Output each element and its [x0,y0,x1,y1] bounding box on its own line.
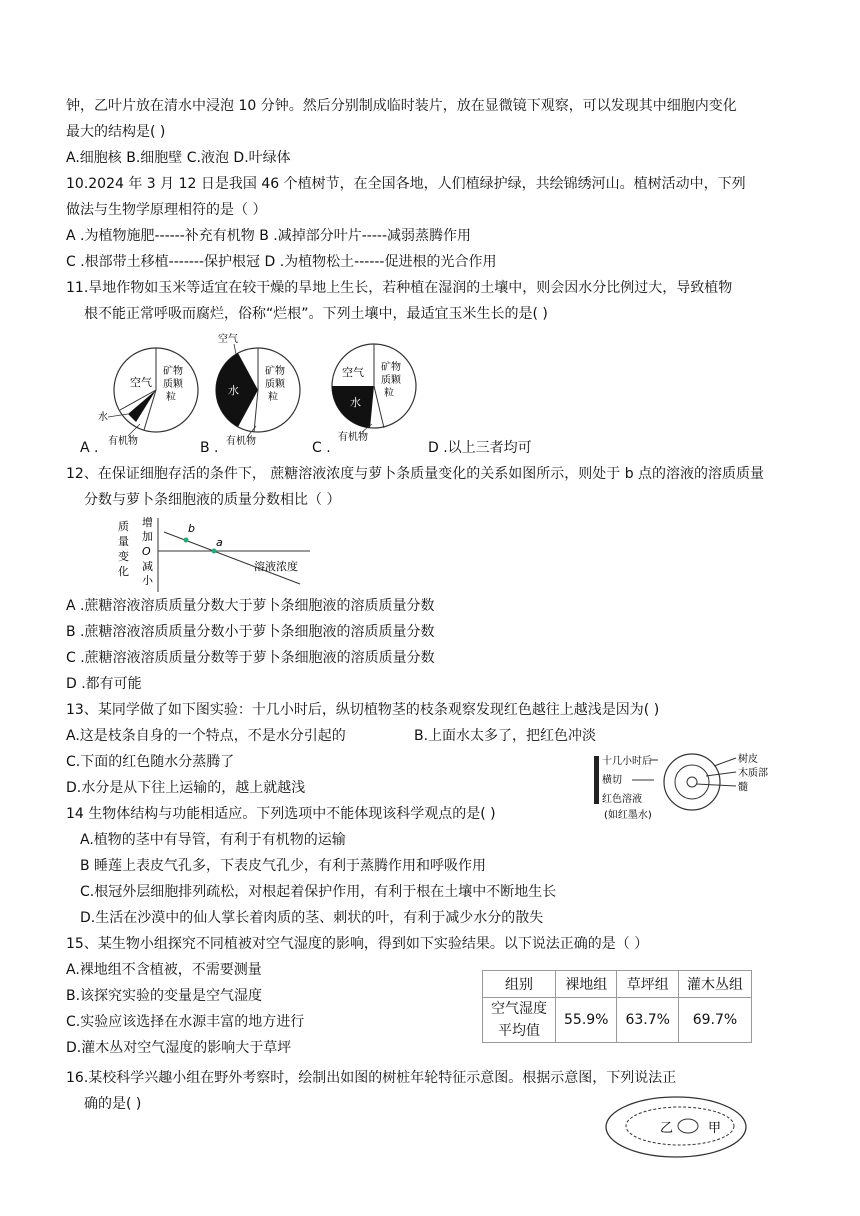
pie-a-water-label: 水 [98,412,108,423]
svg-text:质: 质 [118,520,129,533]
q12-stem-line-1: 12、在保证细胞存活的条件下， 蔗糖溶液浓度与萝卜条质量变化的关系如图所示，则处于 b 点的溶液的溶质质量 [66,466,765,482]
pie-b-organic-label: 有机物 [226,436,256,447]
q10-stem-line-1: 10.2024 年 3 月 12 日是我国 46 个植树节，在全国各地，人们植绿护绿，共绘锦绣河山。植树活动中，下列 [66,176,746,192]
pie-a-air-label: 空气 [130,376,152,389]
svg-text:髓: 髓 [738,782,748,793]
svg-text:化: 化 [118,565,129,578]
table-cell: 55.9% [556,998,617,1043]
q15-option-b: B.该探究实验的变量是空气湿度 [66,988,263,1004]
svg-text:O: O [142,545,151,558]
table-header-cell: 草坪组 [617,971,678,998]
svg-text:质颗: 质颗 [381,375,401,386]
svg-text:增: 增 [142,516,153,529]
svg-text:十几小时后: 十几小时后 [602,756,652,767]
q13-option-d: D.水分是从下往上运输的，越上就越浅 [66,780,306,796]
q13-stem: 13、某同学做了如下图实验：十几小时后，纵切植物茎的枝条观察发现红色越往上越浅是因为( ) [66,702,660,718]
q12-stem-line-2: 分数与萝卜条细胞液的质量分数相比（ ） [84,492,341,508]
q10-stem-line-2: 做法与生物学原理相符的是（ ） [66,202,267,218]
table-row [483,998,752,1043]
svg-text:横切: 横切 [602,775,622,786]
q14-option-c: C.根冠外层细胞排列疏松，对根起着保护作用，有利于根在土壤中不断地生长 [80,884,557,900]
q16-stem-line-1: 16.某校科学兴趣小组在野外考察时，绘制出如图的树桩年轮特征示意图。根据示意图，下列说法正 [66,1070,677,1086]
q11-option-b: B . [200,440,219,456]
table-row-label: 空气湿度 平均值 [483,998,556,1043]
svg-text:a: a [216,536,223,549]
svg-text:红色溶液: 红色溶液 [602,794,642,805]
svg-text:粒: 粒 [166,392,176,403]
yi-label: 乙 [660,1121,674,1136]
q15-humidity-table [482,970,752,1043]
table-header-row [483,971,752,998]
svg-text:减: 减 [142,560,153,573]
q9-options: A.细胞核 B.细胞壁 C.液泡 D.叶绿体 [66,150,291,166]
svg-text:加: 加 [142,530,153,543]
q13-option-c: C.下面的红色随水分蒸腾了 [66,754,235,770]
svg-text:矿物: 矿物 [381,362,401,373]
q10-options-ab: A .为植物施肥------补充有机物 B .减掉部分叶片-----减弱蒸腾作用 [66,228,472,244]
q11-option-a: A . [80,440,99,456]
q11-option-d: D .以上三者均可 [428,440,532,456]
q11-stem-line-2: 根不能正常呼吸而腐烂，俗称“烂根”。下列土壤中，最适宜玉米生长的是( ) [84,306,548,322]
q15-option-d: D.灌木丛对空气湿度的影响大于草坪 [66,1040,292,1056]
q13-option-a: A.这是枝条自身的一个特点，不是水分引起的 [66,728,346,744]
svg-text:质颗: 质颗 [163,379,183,390]
svg-text:质颗: 质颗 [265,379,285,390]
table-header-cell: 组别 [483,971,556,998]
svg-text:粒: 粒 [268,392,278,403]
x-axis-label: 溶液浓度 [254,560,298,573]
svg-text:量: 量 [118,535,129,548]
q9-stem-line-2: 最大的结构是( ) [66,124,166,140]
q12-graph [114,514,314,594]
q13-figure [592,750,788,828]
q13-option-b: B.上面水太多了，把红色冲淡 [414,728,597,744]
svg-text:小: 小 [142,574,153,587]
jia-label: 甲 [708,1121,722,1136]
q14-stem: 14 生物体结构与功能相适应。下列选项中不能体现该科学观点的是( ) [66,806,496,822]
pie-b-water-label: 水 [228,384,239,397]
svg-text:(如红墨水): (如红墨水) [604,810,652,821]
pie-b [216,332,300,447]
pie-a-organic-label: 有机物 [108,436,138,447]
pie-c-water-label: 水 [350,396,361,409]
q16-tree-ring-figure [600,1094,750,1160]
svg-text:树皮: 树皮 [738,754,758,765]
svg-text:木质部: 木质部 [738,768,768,779]
q12-option-a: A .蔗糖溶液溶质质量分数大于萝卜条细胞液的溶质质量分数 [66,598,435,614]
q14-option-a: A.植物的茎中有导管，有利于有机物的运输 [80,832,346,848]
table-header-cell: 灌木丛组 [678,971,751,998]
q11-option-c: C . [312,440,331,456]
q10-options-cd: C .根部带土移植-------保护根冠 D .为植物松土------促进根的光合作用 [66,254,497,270]
point-b [184,538,189,543]
q11-soil-pies-figure [88,330,428,455]
pie-c [332,344,416,443]
svg-text:矿物: 矿物 [163,366,183,377]
pie-c-organic-label: 有机物 [338,432,368,443]
q12-option-b: B .蔗糖溶液溶质质量分数小于萝卜条细胞液的溶质质量分数 [66,624,435,640]
pie-b-air-label: 空气 [218,334,238,345]
q14-option-b: B 睡莲上表皮气孔多，下表皮气孔少，有利于蒸腾作用和呼吸作用 [80,858,487,874]
svg-text:粒: 粒 [384,388,394,399]
q15-option-a: A.裸地组不含植被，不需要测量 [66,962,262,978]
q14-option-d: D.生活在沙漠中的仙人掌长着肉质的茎、刺状的叶，有利于减少水分的散失 [80,910,544,926]
svg-text:矿物: 矿物 [265,366,285,377]
svg-text:变: 变 [118,550,129,563]
q12-option-d: D .都有可能 [66,676,142,692]
table-cell: 69.7% [678,998,751,1043]
pie-c-air-label: 空气 [342,366,364,379]
q9-stem-line-1: 钟，乙叶片放在清水中浸泡 10 分钟。然后分别制成临时装片，放在显微镜下观察，可以发现其中细胞内变化 [66,98,737,114]
table-header-cell: 裸地组 [556,971,617,998]
point-a [212,549,217,554]
q16-stem-line-2: 确的是( ) [84,1096,142,1112]
q15-stem: 15、某生物小组探究不同植被对空气湿度的影响，得到如下实验结果。以下说法正确的是（ ） [66,936,649,952]
q12-option-c: C .蔗糖溶液溶质质量分数等于萝卜条细胞液的溶质质量分数 [66,650,435,666]
table-cell: 63.7% [617,998,678,1043]
pie-a [98,348,198,447]
svg-text:b: b [188,522,195,535]
q11-stem-line-1: 11.旱地作物如玉米等适宜在较干燥的旱地上生长，若种植在湿润的土壤中，则会因水分比例过大，导致植物 [66,280,733,296]
q15-option-c: C.实验应该选择在水源丰富的地方进行 [66,1014,305,1030]
